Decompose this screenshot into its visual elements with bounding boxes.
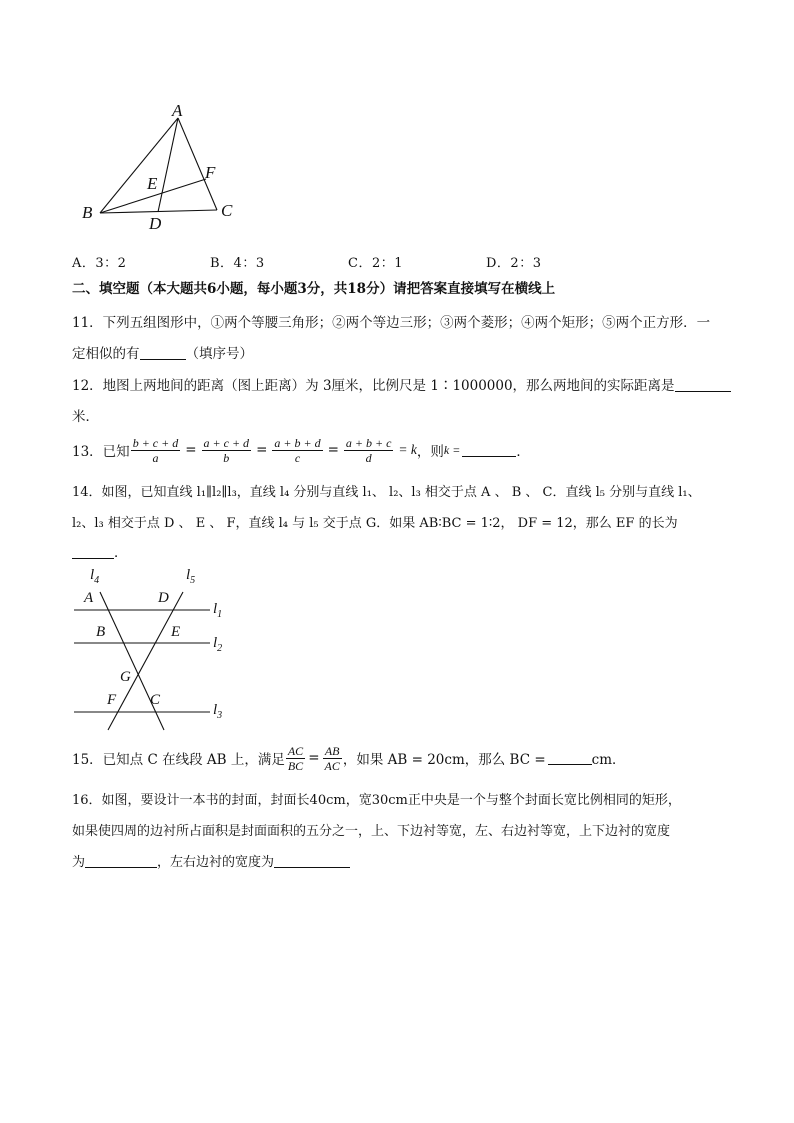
q15-end: cm． [591,752,626,768]
fig2-label-e: E [171,624,181,640]
q13-prefix: 13．已知 [72,444,130,460]
frac3-num: a + b + d [274,435,321,450]
q12-answer-blank[interactable] [675,379,731,392]
fig2-label-b: B [96,624,106,640]
q11-answer-blank[interactable] [140,347,186,360]
q13-frac-1 [131,436,181,465]
q13-frac-4 [344,436,394,465]
label-d: D [149,214,162,233]
q15-prefix: 15．已知点 C 在线段 AB 上，满足 [72,752,285,768]
frac4-num: a + b + c [345,435,392,450]
frac1-num: b + c + d [132,435,179,450]
q16-line3 [72,851,350,870]
q13-k: = k [398,442,417,457]
q15-frac2-num: AB [324,743,340,758]
section-title: 二、填空题（本大题共6小题，每小题3分，共18分）请把答案直接填写在横线上 [72,281,556,297]
q15-mid: ，如果 AB = 20cm，那么 BC = [342,752,546,768]
frac4-den: d [344,450,394,465]
label-l5 [186,567,195,586]
l2-sub: 2 [217,643,223,654]
q13-end: ． [516,444,530,460]
l3-sub: 3 [217,710,223,721]
frac1-den: a [131,450,181,465]
label-l3 [213,702,222,721]
q15-frac2-den: AC [324,758,340,773]
fig2-label-c: C [150,692,161,708]
q11-text-b: （填序号） [185,346,253,362]
q14-line1: 14．如图，已知直线 l₁∥l₂∥l₃，直线 l₄ 分别与直线 l₁、 l₂、l₃ 相交于点 A 、 B 、 C．直线 l₅ 分别与直线 l₁、 [72,485,701,500]
q16-line1: 16．如图，要设计一本书的封面，封面长40cm，宽30cm正中央是一个与整个封面长宽比例相同的矩形， [72,793,681,808]
q12-line2: 米． [72,409,99,425]
q13-line [72,432,530,468]
q15-frac-1 [286,744,305,773]
label-l4 [90,567,99,586]
q15-frac1-den: BC [287,758,304,773]
l2-letter: l [213,635,218,651]
l4-sub: 4 [94,575,100,586]
eq-3: = [327,442,339,458]
q15-line [72,740,626,776]
q11-line2 [72,342,253,362]
q12-text: 12．地图上两地间的距离（图上距离）为 3厘米，比例尺是 1∶1000000，那么两地间的实际距离是 [72,378,675,394]
line-l4 [100,592,164,730]
choice-a: A．3：2 [72,256,127,271]
q12-line1 [72,374,731,394]
q14-line3 [72,541,128,561]
segment-ab [100,118,178,213]
fig2-label-d: D [158,590,169,606]
label-l1 [213,601,222,620]
frac2-den: b [202,450,252,465]
q16-text-b: ，左右边衬的宽度为 [157,855,275,870]
label-b: B [82,203,93,222]
q16-answer-blank-2[interactable] [274,855,350,868]
triangle-figure [70,95,270,240]
label-a: A [172,101,183,120]
fig2-label-g: G [120,669,131,685]
l5-letter: l [186,567,191,583]
q14-end: ． [114,545,128,561]
q16-text-a: 为 [72,855,86,870]
q13-k-eq: k = [443,442,461,457]
q14-line2: l₂、l₃ 相交于点 D 、 E 、 F，直线 l₄ 与 l₅ 交于点 G．如果 AB∶BC = 1∶2， DF = 12，那么 EF 的长为 [72,516,678,531]
q13-answer-blank[interactable] [462,444,516,457]
q13-then: ，则 [416,444,444,460]
label-f: F [205,163,216,182]
label-c: C [221,201,233,220]
choice-c: C．2：1 [348,256,403,271]
eq-2: = [256,442,268,458]
q11-line1: 11．下列五组图形中，①两个等腰三角形；②两个等边三形；③两个菱形；④两个矩形；⑤两个正方形．一 [72,315,711,331]
q15-eq: = [308,750,320,766]
fig2-label-f: F [107,692,117,708]
line-l5 [108,592,183,730]
label-e: E [147,174,158,193]
q16-line2: 如果使四周的边衬所占面积是封面面积的五分之一，上、下边衬等宽，左、右边衬等宽，上下边衬的宽度 [72,824,671,839]
l1-letter: l [213,601,218,617]
q13-frac-3 [272,436,322,465]
q11-text-a: 定相似的有 [72,346,140,362]
fig2-label-a: A [84,590,94,606]
l3-letter: l [213,702,218,718]
l1-sub: 1 [217,609,223,620]
q15-frac1-num: AC [287,743,304,758]
frac2-num: a + c + d [203,435,250,450]
l4-letter: l [90,567,95,583]
frac3-den: c [272,450,322,465]
segment-ad [158,118,178,212]
q16-answer-blank-1[interactable] [85,855,157,868]
l5-sub: 5 [190,575,196,586]
q13-frac-2 [202,436,252,465]
choice-d: D．2：3 [486,256,542,271]
q15-answer-blank[interactable] [548,752,592,765]
choice-b: B．4：3 [210,256,265,271]
q14-answer-blank[interactable] [72,546,114,559]
eq-1: = [185,442,197,458]
label-l2 [213,635,222,654]
q15-frac-2 [323,744,342,773]
